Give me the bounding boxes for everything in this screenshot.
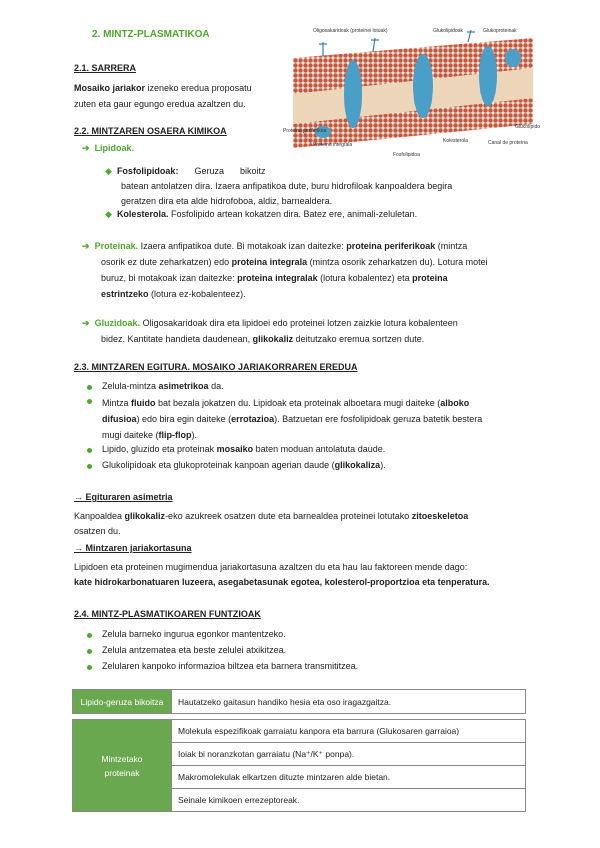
egitura-bullet-4: Glukolipidoak eta glukoproteinak kanpoan agerian daude (glikokaliza). xyxy=(102,460,386,470)
kolesterola-item: ◆ Kolesterola. Fosfolipido artean kokatzen dira. Batez ere, animali-zeluletan. xyxy=(105,209,418,219)
figure-label: Glukoproteinak xyxy=(483,28,517,34)
funtzioak-table-1 xyxy=(72,689,526,714)
arrow-icon: ➔ xyxy=(82,318,90,328)
figure-label: Fosfolipidoa xyxy=(393,152,420,158)
egitura-bullet-3: Lipido, gluzido eta proteinak mosaiko baten moduan antolatuta daude. xyxy=(102,444,386,454)
figure-label: Kolesterola xyxy=(443,138,469,144)
bullet-icon xyxy=(87,448,92,453)
section-heading-egitura: 2.3. MINTZAREN EGITURA. MOSAIKO JARIAKORRAREN EREDUA xyxy=(74,362,358,372)
asimetria-text: Kanpoaldea glikokaliz-eko azukreek osatzen dute eta barnealdea proteinei lotutako zitoeskeletoa osatzen du. xyxy=(74,511,469,536)
arrow-icon: ➔ xyxy=(82,241,90,251)
bullet-icon xyxy=(87,385,92,390)
funtzioak-table-2 xyxy=(72,719,526,812)
page-title: 2. MINTZ-PLASMATIKOA xyxy=(92,29,210,40)
diamond-bullet-icon: ◆ xyxy=(105,166,112,176)
bullet-icon xyxy=(87,633,92,638)
bullet-icon xyxy=(87,464,92,469)
bullet-icon xyxy=(87,399,92,404)
figure-label: Oligosakaridoak (proteinei lotuak) xyxy=(313,28,388,34)
table-label: Mintzetako proteinak xyxy=(73,720,172,812)
funtzioa-item: Zelula antzematea eta beste zelulei atxikitzea. xyxy=(102,645,287,655)
table-cell: Hautatzeko gaitasun handiko hesia eta oso iragazgaitza. xyxy=(172,690,526,714)
funtzioa-item: Zelularen kanpoko informazioa biltzea eta barnera transmititzea. xyxy=(102,661,359,671)
funtzioa-item: Zelula barneko ingurua egonkor mantentzeko. xyxy=(102,629,286,639)
egitura-bullet-1: Zelula-mintza asimetrikoa da. xyxy=(102,381,224,391)
membrane-diagram xyxy=(283,28,543,160)
asimetria-heading: → Egituraren asimetria xyxy=(74,492,173,502)
figure-label: Proteina integrala xyxy=(313,142,353,148)
bullet-icon xyxy=(87,665,92,670)
egitura-bullet-2: Mintza fluido bat bezala jokatzen du. Lipidoak eta proteinak alboetara mugi daiteke (alboko difusioa) edo bira egin daiteke (errotazioa). Batzuetan ere fosfolipidoak geruza batetik bestera mugi daiteke (flip-flop). xyxy=(102,398,483,440)
bullet-icon xyxy=(87,649,92,654)
figure-label: Proteina periferikoa xyxy=(283,128,327,134)
jariakortasuna-heading: → Mintzaren jariakortasuna xyxy=(74,543,192,553)
section-heading-osaera: 2.2. MINTZAREN OSAERA KIMIKOA xyxy=(74,126,227,136)
lipidoak-item: ➔ Lipidoak. xyxy=(82,143,135,153)
table-cell: Molekula espezifikoak garraiatu kanpora eta barrura (Glukosaren garraioa) xyxy=(172,720,526,743)
diamond-bullet-icon: ◆ xyxy=(105,209,112,219)
jariakortasuna-text: Lipidoen eta proteinen mugimendua jariakortasuna azaltzen du eta hau lau faktoreen mende dago: kate hidrokarbonatuaren luzeera, asegabetasunak egotea, kolesterol-proportzioa eta tenperatura. xyxy=(74,562,490,587)
fosfolipidoak-item: ◆ Fosfolipidoak: Geruza bikoitz batean antolatzen dira. Izaera anfipatikoa dute, buru hidrofiloak kanpoaldera begira geratzen dira eta alde hidrofoboa, aldiz, barnealdera. xyxy=(105,166,453,206)
section-heading-funtzioak: 2.4. MINTZ-PLASMATIKOAREN FUNTZIOAK xyxy=(74,609,261,619)
figure-label: Glukolipidoak xyxy=(433,28,464,34)
figure-label: Canal de proteína xyxy=(488,140,528,146)
integral-protein-shape xyxy=(344,60,362,128)
table-cell: Makromolekulak elkartzen dituzte mintzaren alde bietan. xyxy=(172,766,526,789)
table-label: Lipido-geruza bikoitza xyxy=(73,690,172,714)
sarrera-text: Mosaiko jariakor izeneko eredua proposatu zuten eta gaur egungo eredua azaltzen du. xyxy=(74,83,252,109)
table-cell: Ioiak bi noranzkotan garraiatu (Na⁺/K⁺ ponpa). xyxy=(172,743,526,766)
proteinak-item: ➔ Proteinak. Izaera anfipatikoa dute. Bi motakoak izan daitezke: proteina periferikoak (mintza osorik ez dute zeharkatzen) edo proteina integrala (mintza osorik zeharkatzen du). Lotura motei buruz, bi motakoak izan daitezke: proteina integralak (lotura kobalentez) eta proteina estrintzeko (lotura ez-kobalenteez). xyxy=(82,241,488,299)
figure-label: Glucolípido xyxy=(515,124,541,130)
table-cell: Seinale kimikoen errezeptoreak. xyxy=(172,789,526,812)
section-heading-sarrera: 2.1. SARRERA xyxy=(74,63,137,73)
arrow-icon: ➔ xyxy=(82,143,90,153)
gluzidoak-item: ➔ Gluzidoak. Oligosakaridoak dira eta lipidoei edo proteinei lotzen zaizkie lotura kobalenteen bidez. Kantitate handieta daudenean, glikokaliz deitutzako eremua sortzen dute. xyxy=(82,318,458,344)
